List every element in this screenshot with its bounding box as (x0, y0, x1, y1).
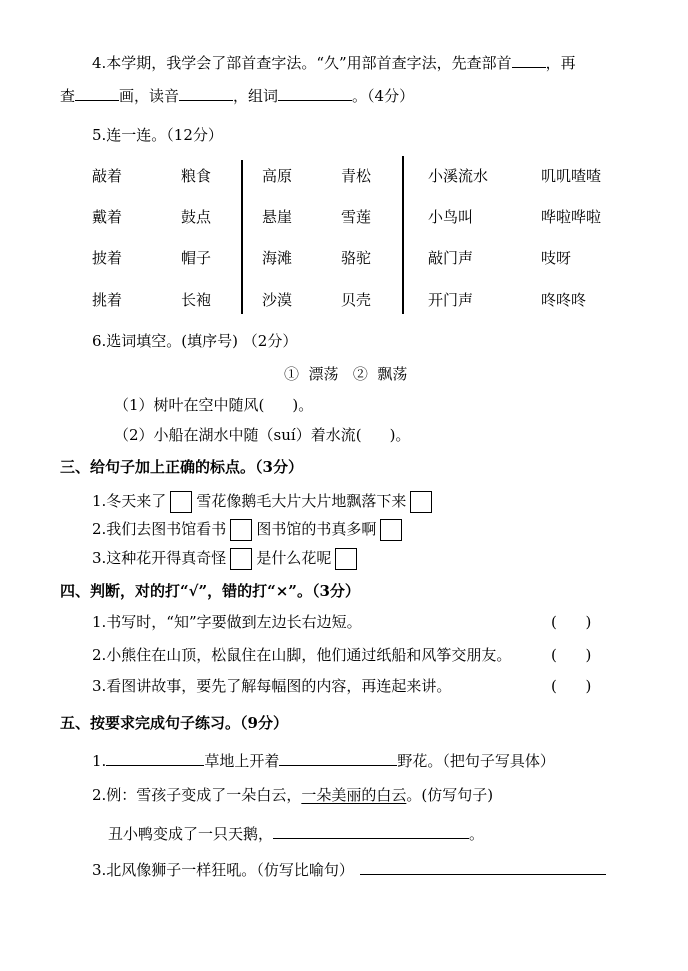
punct-box[interactable] (380, 519, 402, 541)
q5-col1-item[interactable]: 披着 (92, 249, 123, 267)
sec5-s2-underlined: 一朵美丽的白云 (301, 786, 407, 804)
q5-col6-item[interactable]: 咚咚咚 (541, 291, 587, 309)
q5-col4-item[interactable]: 雪莲 (341, 208, 372, 226)
q5-col4-item[interactable]: 青松 (341, 167, 372, 185)
q5-col5-item[interactable]: 开门声 (428, 291, 474, 309)
sec3-title: 三、给句子加上正确的标点。（3分） (60, 458, 303, 476)
sec5-s3-text: 3.北风像狮子一样狂吼。（仿写比喻句） (92, 861, 354, 879)
q6-s2-end: )。 (389, 426, 411, 444)
q5-col6-item[interactable]: 哗啦哗啦 (541, 208, 602, 226)
q5-col6-item[interactable]: 吱呀 (541, 249, 572, 267)
punct-box[interactable] (335, 548, 357, 570)
sec3-s1-text-b: 雪花像鹅毛大片大片地飘落下来 (196, 492, 407, 510)
sec3-s3 (92, 545, 361, 571)
q4-text-2c: ，组词 (233, 87, 279, 105)
sec4-item-1: 1.书写时，“知”字要做到左边长右边短。 (92, 613, 362, 631)
sec5-s2-task-end: 。 (469, 825, 485, 843)
punct-box[interactable] (230, 519, 252, 541)
q6-s1-text: （1）树叶在空中随风( (114, 396, 265, 414)
q4-line1 (92, 51, 576, 73)
q4-blank-word[interactable] (278, 84, 352, 101)
sec5-s3-blank[interactable] (360, 858, 606, 875)
sec4-title: 四、判断，对的打“√”，错的打“×”。（3分） (60, 582, 360, 600)
judge-paren[interactable]: ( ) (551, 613, 592, 631)
sec4-item-2: 2.小熊住在山顶，松鼠住在山脚，他们通过纸船和风筝交朋友。 (92, 646, 512, 664)
q5-col2-item[interactable]: 鼓点 (181, 208, 212, 226)
judge-paren[interactable]: ( ) (551, 646, 592, 664)
sec5-s1-end: 野花。（把句子写具体） (397, 752, 555, 770)
q4-text-1a: 4.本学期，我学会了部首查字法。“久”用部首查字法，先查部首 (92, 54, 512, 72)
q6-s1-end: )。 (292, 396, 314, 414)
q4-text-2a: 查 (60, 87, 76, 105)
sec5-s1-mid: 草地上开着 (204, 752, 280, 770)
q5-col4-item[interactable]: 贝壳 (341, 291, 372, 309)
q6-s2-text: （2）小船在湖水中随（suí）着水流( (114, 426, 362, 444)
sec3-s2-text-a: 2.我们去图书馆看书 (92, 520, 227, 538)
q4-text-1b: ，再 (545, 54, 576, 72)
q5-col5-item[interactable]: 敲门声 (428, 249, 474, 267)
sec5-s1 (92, 749, 555, 771)
sec5-s2-task (108, 822, 484, 844)
sec5-s1-blank-2[interactable] (279, 749, 397, 766)
q6-title: 6.选词填空。(填序号) （2分） (92, 332, 298, 350)
sec5-s2-example: 2.例：雪孩子变成了一朵白云， (92, 786, 302, 804)
punct-box[interactable] (410, 491, 432, 513)
sec5-s2-task-text: 丑小鸭变成了一只天鹅， (108, 825, 274, 843)
q5-col2-item[interactable]: 粮食 (181, 167, 212, 185)
q5-title: 5.连一连。（12分） (92, 126, 223, 144)
q6-sentence-1 (114, 395, 313, 415)
q4-blank-pinyin[interactable] (179, 84, 233, 101)
sec5-s1-blank-1[interactable] (106, 749, 204, 766)
q4-line2 (60, 84, 414, 106)
q4-text-2d: 。（4分） (352, 87, 415, 105)
sec5-s2-blank[interactable] (273, 822, 469, 839)
q5-divider-1 (241, 160, 243, 314)
q5-col2-item[interactable]: 帽子 (181, 249, 212, 267)
sec3-s3-text-a: 3.这种花开得真奇怪 (92, 549, 227, 567)
q5-col3-item[interactable]: 海滩 (262, 249, 293, 267)
punct-box[interactable] (230, 548, 252, 570)
q5-col5-item[interactable]: 小溪流水 (428, 167, 489, 185)
q6-sentence-2 (114, 425, 410, 445)
q5-col1-item[interactable]: 敲着 (92, 167, 123, 185)
q5-col2-item[interactable]: 长袍 (181, 291, 212, 309)
q5-divider-2 (402, 156, 404, 314)
q5-col1-item[interactable]: 挑着 (92, 291, 123, 309)
sec5-s2-end: 。(仿写句子) (406, 786, 494, 804)
q5-col3-item[interactable]: 高原 (262, 167, 293, 185)
sec3-s2-text-b: 图书馆的书真多啊 (256, 520, 377, 538)
sec4-item-3: 3.看图讲故事，要先了解每幅图的内容，再连起来讲。 (92, 677, 452, 695)
sec3-s2 (92, 516, 406, 542)
sec3-s1 (92, 488, 436, 514)
punct-box[interactable] (170, 491, 192, 513)
q5-col3-item[interactable]: 沙漠 (262, 291, 293, 309)
sec3-s3-text-b: 是什么花呢 (256, 549, 332, 567)
q4-blank-radical[interactable] (512, 51, 546, 68)
q5-col4-item[interactable]: 骆驼 (341, 249, 372, 267)
q5-col5-item[interactable]: 小鸟叫 (428, 208, 474, 226)
sec5-s2 (92, 785, 493, 805)
sec5-s1-num: 1. (92, 752, 107, 770)
q5-col1-item[interactable]: 戴着 (92, 208, 123, 226)
q5-col6-item[interactable]: 叽叽喳喳 (541, 167, 602, 185)
q6-options: ① 漂荡 ② 飘荡 (284, 365, 408, 383)
q5-col3-item[interactable]: 悬崖 (262, 208, 293, 226)
judge-paren[interactable]: ( ) (551, 677, 592, 695)
q4-text-2b: 画，读音 (119, 87, 180, 105)
q4-blank-strokes[interactable] (75, 84, 119, 101)
sec3-s1-text-a: 1.冬天来了 (92, 492, 167, 510)
sec5-s3 (92, 858, 606, 880)
sec5-title: 五、按要求完成句子练习。（9分） (60, 714, 288, 732)
